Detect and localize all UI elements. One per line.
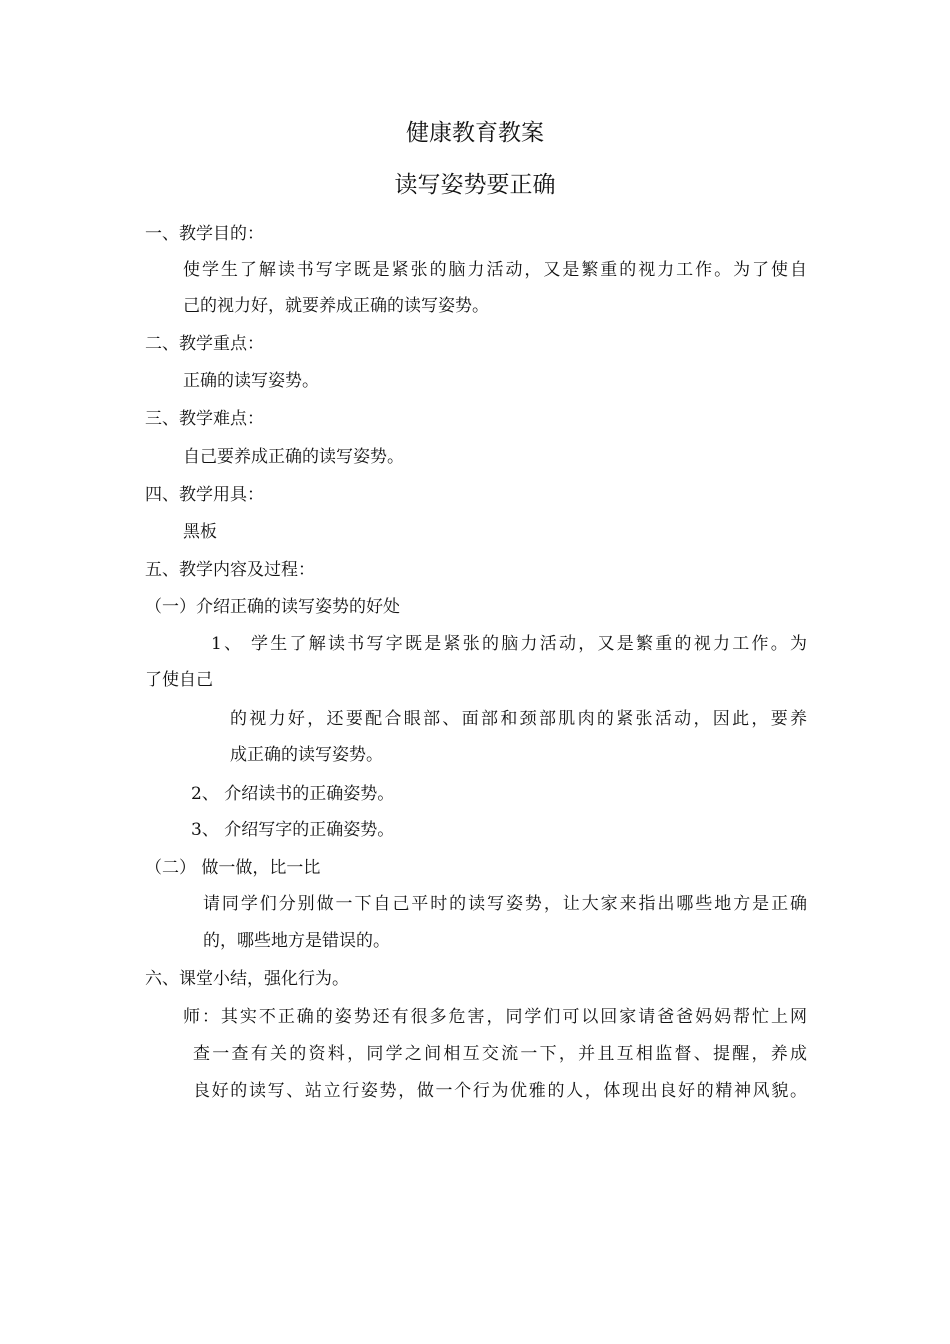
subsection-heading: （一）介绍正确的读写姿势的好处 — [145, 597, 400, 617]
list-item-line: 了使自己 — [145, 670, 213, 690]
document-title: 健康教育教案 — [406, 120, 544, 146]
list-item-line: 2、 介绍读书的正确姿势。 — [191, 784, 395, 804]
list-item-line: 的视力好，还要配合眼部、面部和颈部肌肉的紧张活动，因此，要养 — [230, 709, 807, 729]
list-item-line: 3、 介绍写字的正确姿势。 — [191, 820, 395, 840]
section-heading-content: 五、教学内容及过程： — [145, 560, 315, 580]
subsection-heading: （二） 做一做，比一比 — [145, 858, 321, 878]
list-item-line: 1、 学生了解读书写字既是紧张的脑力活动，又是繁重的视力工作。为 — [211, 634, 807, 654]
paragraph-line: 的，哪些地方是错误的。 — [203, 931, 390, 951]
paragraph-line: 使学生了解读书写字既是紧张的脑力活动，又是繁重的视力工作。为了使自 — [183, 260, 807, 280]
list-item-line: 成正确的读写姿势。 — [230, 745, 383, 765]
paragraph-line: 查一查有关的资料，同学之间相互交流一下，并且互相监督、提醒，养成 — [193, 1044, 807, 1064]
paragraph-line: 自己要养成正确的读写姿势。 — [183, 447, 404, 467]
paragraph-line: 良好的读写、站立行姿势，做一个行为优雅的人，体现出良好的精神风貌。 — [193, 1081, 807, 1101]
section-heading-summary: 六、课堂小结，强化行为。 — [145, 969, 349, 989]
section-heading-key-point: 二、教学重点： — [145, 334, 264, 354]
paragraph-line: 黑板 — [183, 522, 217, 542]
paragraph-line: 师：其实不正确的姿势还有很多危害，同学们可以回家请爸爸妈妈帮忙上网 — [183, 1007, 807, 1027]
paragraph-line: 请同学们分别做一下自己平时的读写姿势，让大家来指出哪些地方是正确 — [203, 894, 807, 914]
document-subtitle: 读写姿势要正确 — [394, 172, 556, 198]
paragraph-line: 己的视力好，就要养成正确的读写姿势。 — [183, 296, 489, 316]
section-heading-objective: 一、教学目的： — [145, 224, 264, 244]
section-heading-tools: 四、教学用具： — [145, 485, 264, 505]
paragraph-line: 正确的读写姿势。 — [183, 371, 319, 391]
section-heading-difficulty: 三、教学难点： — [145, 409, 264, 429]
